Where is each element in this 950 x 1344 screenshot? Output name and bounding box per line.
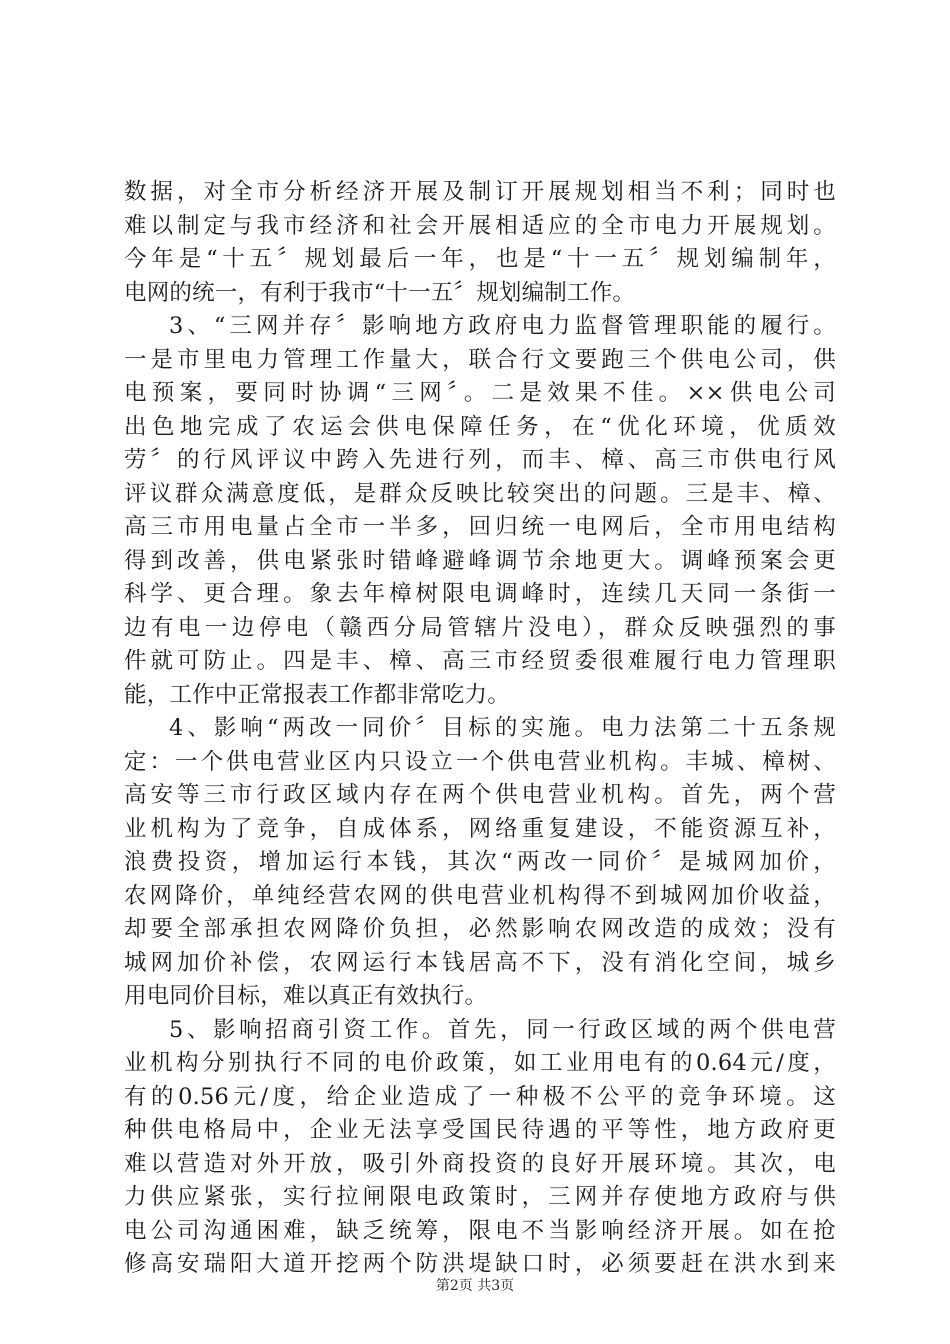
text-line: 数据，对全市分析经济开展及制订开展规划相当不利；同时也: [124, 179, 836, 205]
text-line: 电网的统一，有利于我市“十一五〞规划编制工作。: [124, 279, 636, 306]
text-line: 浪费投资，增加运行本钱，其次“两改一同价〞是城网加价，: [124, 849, 836, 875]
text-line: 4、影响“两改一同价〞目标的实施。电力法第二十五条规: [169, 715, 836, 741]
text-line: 业机构分别执行不同的电价政策，如工业用电有的0.64元/度，: [124, 1050, 836, 1076]
text-line: 高安等三市行政区域内存在两个供电营业机构。首先，两个营: [124, 782, 836, 808]
text-line: 却要全部承担农网降价负担，必然影响农网改造的成效；没有: [124, 916, 836, 942]
text-line: 农网降价，单纯经营农网的供电营业机构得不到城网加价收益，: [124, 882, 836, 909]
text-line: 边有电一边停电（赣西分局管辖片没电），群众反映强烈的事: [124, 614, 836, 641]
page-footer: 第2页 共3页: [435, 1278, 515, 1294]
text-line: 难以制定与我市经济和社会开展相适应的全市电力开展规划。: [124, 212, 836, 239]
text-line: 用电同价目标，难以真正有效执行。: [124, 983, 488, 1009]
text-line: 种供电格局中，企业无法享受国民待遇的平等性，地方政府更: [124, 1117, 836, 1143]
document-body: [124, 176, 836, 1282]
text-line: 难以营造对外开放，吸引外商投资的良好开展环境。其次，电: [124, 1150, 836, 1177]
text-line: 力供应紧张，实行拉闸限电政策时，三网并存使地方政府与供: [124, 1184, 836, 1210]
text-line: 劳〞的行风评议中跨入先进行列，而丰、樟、高三市供电行风: [124, 447, 836, 473]
text-line: 业机构为了竞争，自成体系，网络重复建设，不能资源互补，: [124, 815, 836, 842]
text-line: 件就可防止。四是丰、樟、高三市经贸委很难履行电力管理职: [124, 648, 836, 674]
text-line: 今年是“十五〞规划最后一年，也是“十一五〞规划编制年，: [124, 246, 836, 272]
text-line: 电公司沟通困难，缺乏统筹，限电不当影响经济开展。如在抢: [124, 1217, 836, 1244]
text-line: 城网加价补偿，农网运行本钱居高不下，没有消化空间，城乡: [124, 949, 836, 976]
text-line: 出色地完成了农运会供电保障任务，在“优化环境，优质效: [124, 413, 836, 440]
text-line: 科学、更合理。象去年樟树限电调峰时，连续几天同一条街一: [124, 581, 836, 607]
text-line: 高三市用电量占全市一半多，回归统一电网后，全市用电结构: [124, 514, 836, 540]
text-line: 定：一个供电营业区内只设立一个供电营业机构。丰城、樟树、: [124, 748, 836, 775]
text-line: 3、“三网并存〞影响地方政府电力监督管理职能的履行。: [169, 313, 836, 339]
text-line: 得到改善，供电紧张时错峰避峰调节余地更大。调峰预案会更: [124, 547, 836, 574]
text-line: 修高安瑞阳大道开挖两个防洪堤缺口时，必须要赶在洪水到来: [124, 1251, 836, 1277]
text-line: 评议群众满意度低，是群众反映比较突出的问题。三是丰、樟、: [124, 480, 836, 507]
text-line: 有的0.56元/度，给企业造成了一种极不公平的竞争环境。这: [124, 1083, 836, 1110]
text-line: 能，工作中正常报表工作都非常吃力。: [124, 681, 510, 708]
text-line: 5、影响招商引资工作。首先，同一行政区域的两个供电营: [169, 1016, 836, 1043]
text-line: 电预案，要同时协调“三网〞。二是效果不佳。××供电公司: [124, 380, 836, 406]
text-line: 一是市里电力管理工作量大，联合行文要跑三个供电公司，供: [124, 346, 836, 373]
